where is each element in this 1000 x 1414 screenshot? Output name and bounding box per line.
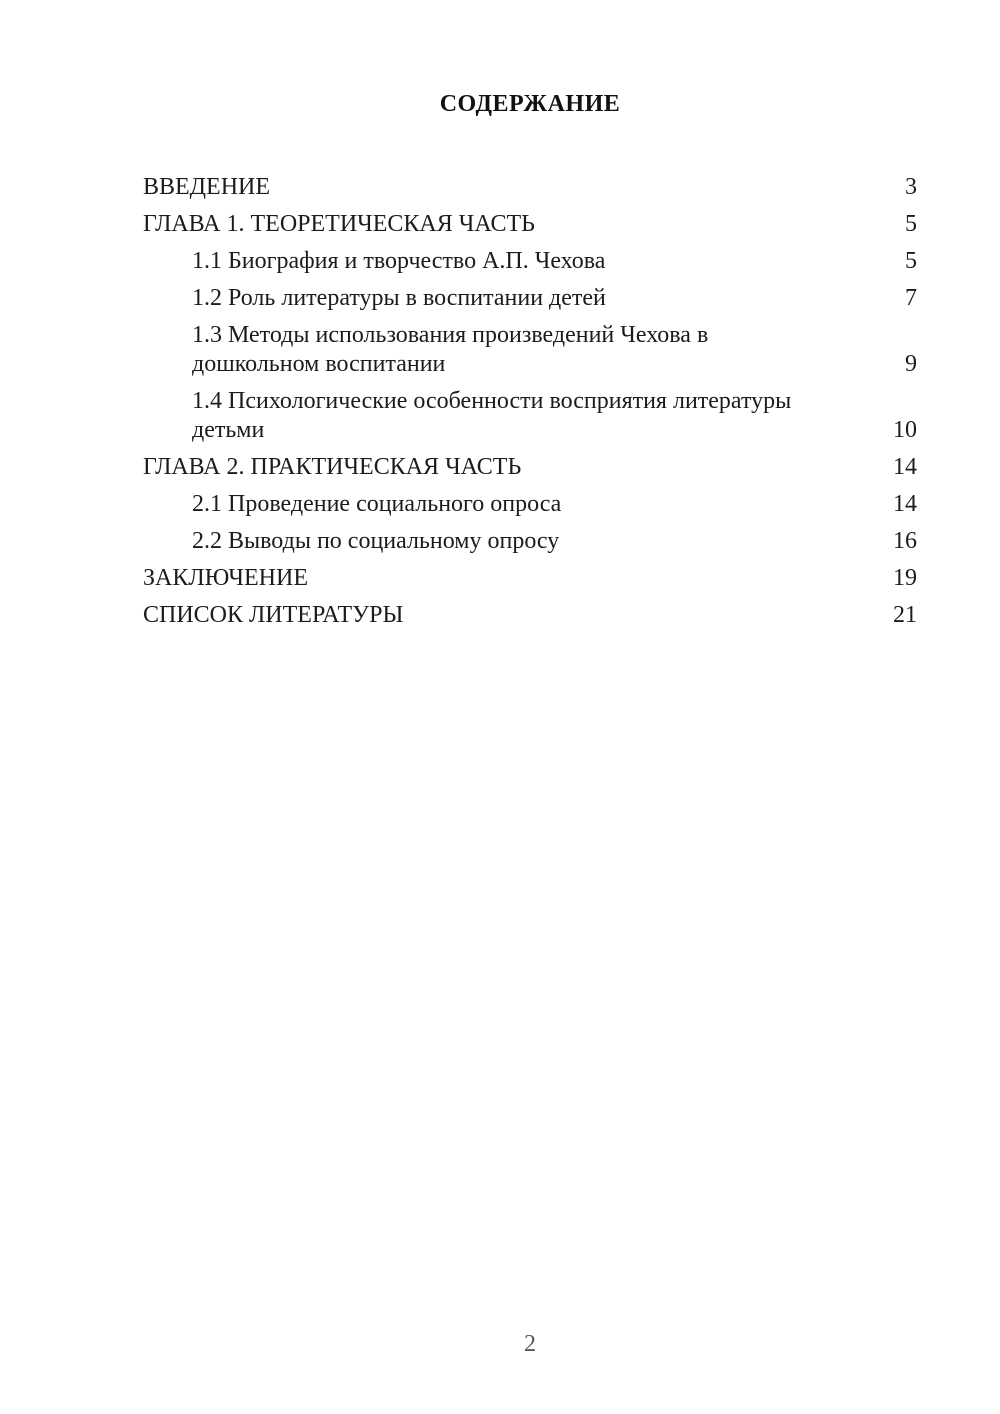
toc-entry-page: 14 — [893, 454, 917, 480]
toc-entry-label — [143, 601, 877, 630]
table-of-contents — [143, 173, 917, 630]
toc-entry-label — [192, 527, 877, 556]
toc-entry-page: 19 — [893, 565, 917, 591]
toc-entry-line: ВВЕДЕНИЕ — [143, 174, 271, 200]
toc-entry-line: 2.2 Выводы по социальному опросу — [192, 528, 560, 554]
toc-entry-page: 9 — [905, 351, 917, 377]
toc-entry — [143, 284, 917, 313]
toc-entry — [143, 527, 917, 556]
toc-entry — [143, 387, 917, 445]
toc-entry-label — [192, 247, 889, 276]
page-number: 2 — [524, 1331, 536, 1357]
toc-entry-line: 1.3 Методы использования произведений Чехова в — [192, 322, 709, 348]
toc-entry-page: 14 — [893, 491, 917, 517]
toc-entry-page: 5 — [905, 248, 917, 274]
toc-entry-label — [143, 173, 889, 202]
toc-entry-line: 2.1 Проведение социального опроса — [192, 491, 562, 517]
toc-entry-line: ГЛАВА 2. ПРАКТИЧЕСКАЯ ЧАСТЬ — [143, 454, 522, 480]
content-column — [143, 0, 917, 630]
toc-entry-page: 21 — [893, 602, 917, 628]
toc-entry-line: ЗАКЛЮЧЕНИЕ — [143, 565, 308, 591]
toc-entry-page: 3 — [905, 174, 917, 200]
toc-entry-label — [143, 453, 877, 482]
toc-entry-line: 1.1 Биография и творчество А.П. Чехова — [192, 248, 606, 274]
toc-entry — [143, 601, 917, 630]
toc-entry-page: 16 — [893, 528, 917, 554]
toc-entry-line: 1.2 Роль литературы в воспитании детей — [192, 285, 606, 311]
toc-entry-line: ГЛАВА 1. ТЕОРЕТИЧЕСКАЯ ЧАСТЬ — [143, 211, 535, 237]
page-title: СОДЕРЖАНИЕ — [439, 91, 621, 117]
toc-entry — [143, 321, 917, 379]
toc-entry-label — [143, 564, 877, 593]
toc-entry-line: детьми — [192, 417, 265, 443]
toc-entry — [143, 564, 917, 593]
toc-entry-page: 7 — [905, 285, 917, 311]
toc-entry — [143, 453, 917, 482]
toc-entry — [143, 247, 917, 276]
toc-entry-label — [192, 490, 877, 519]
toc-entry-line: дошкольном воспитании — [192, 351, 446, 377]
toc-entry — [143, 210, 917, 239]
toc-entry-label — [192, 387, 877, 445]
toc-entry-label — [192, 284, 889, 313]
toc-entry-label — [143, 210, 889, 239]
toc-entry — [143, 490, 917, 519]
toc-entry-page: 10 — [893, 417, 917, 443]
toc-entry — [143, 173, 917, 202]
toc-entry-line: 1.4 Психологические особенности восприятия литературы — [192, 388, 792, 414]
toc-entry-line: СПИСОК ЛИТЕРАТУРЫ — [143, 602, 404, 628]
toc-entry-label — [192, 321, 889, 379]
toc-entry-page: 5 — [905, 211, 917, 237]
